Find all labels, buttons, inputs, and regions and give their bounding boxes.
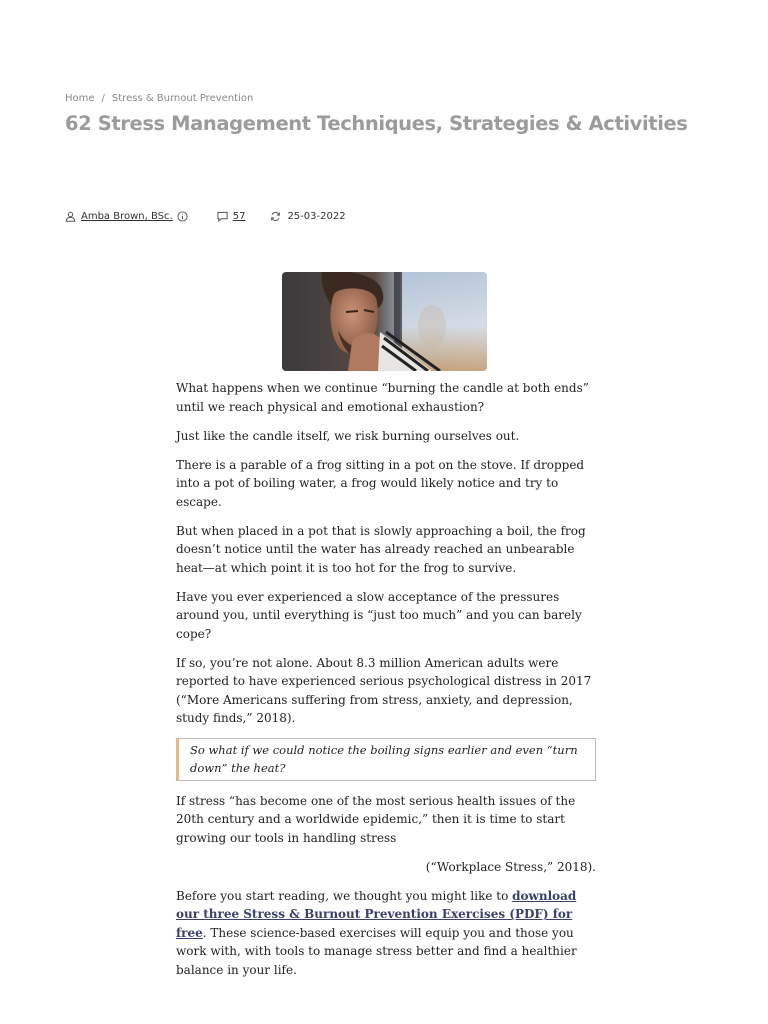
breadcrumb <box>65 93 253 104</box>
article-paragraph: If so, you’re not alone. About 8.3 million American adults were reported to have experienced serious psychological distress in 2017 (“More Americans suffering from stress, anxiety, and depression, study finds,” 2018). <box>176 655 592 725</box>
citation: (“Workplace Stress,” 2018). <box>425 859 596 874</box>
article-body <box>176 379 596 990</box>
author-link[interactable]: Amba Brown, BSc. <box>81 211 173 222</box>
article-paragraph: What happens when we continue “burning the candle at both ends” until we reach physical and emotional exhaustion? <box>176 381 589 414</box>
article-paragraph: There is a parable of a frog sitting in a pot on the stove. If dropped into a pot of boiling water, a frog would likely notice and try to escape. <box>176 457 585 509</box>
pull-quote: So what if we could notice the boiling signs earlier and even “turn down” the heat? <box>176 738 596 781</box>
breadcrumb-separator: / <box>101 93 105 104</box>
breadcrumb-home-link[interactable]: Home <box>65 93 95 104</box>
user-icon <box>65 211 76 222</box>
article-text: Before you start reading, we thought you might like to <box>176 888 513 903</box>
published-date: 25-03-2022 <box>287 211 346 222</box>
article-paragraph <box>176 887 596 980</box>
author-group <box>65 211 188 222</box>
article-paragraph: But when placed in a pot that is slowly approaching a boil, the frog doesn’t notice until the water has already reached an unbearable heat—at which point it is too hot for the frog to survive. <box>176 523 586 575</box>
comment-icon <box>217 211 228 222</box>
info-icon[interactable] <box>177 211 188 222</box>
comments-group <box>217 211 246 222</box>
date-group <box>270 211 345 222</box>
article-meta <box>65 211 346 222</box>
comments-count-link[interactable]: 57 <box>232 211 246 222</box>
download-exercises-link[interactable]: download our three Stress & Burnout Prevention Exercises (PDF) for free <box>176 888 577 940</box>
article-paragraph: Have you ever experienced a slow acceptance of the pressures around you, until everything is “just too much” and you can barely cope? <box>176 589 582 641</box>
page-title: 62 Stress Management Techniques, Strategies & Activities <box>65 112 688 135</box>
article-text: . These science-based exercises will equip you and those you work with, with tools to manage stress better and find a healthier balance in your life. <box>176 925 577 977</box>
article-paragraph: If stress “has become one of the most serious health issues of the 20th century and a worldwide epidemic,” then it is time to start growing our tools in handling stress <box>176 793 576 845</box>
breadcrumb-category-link[interactable]: Stress & Burnout Prevention <box>111 93 254 104</box>
article-paragraph: Just like the candle itself, we risk burning ourselves out. <box>176 428 520 443</box>
hero-image <box>282 272 487 371</box>
refresh-icon <box>270 211 281 222</box>
